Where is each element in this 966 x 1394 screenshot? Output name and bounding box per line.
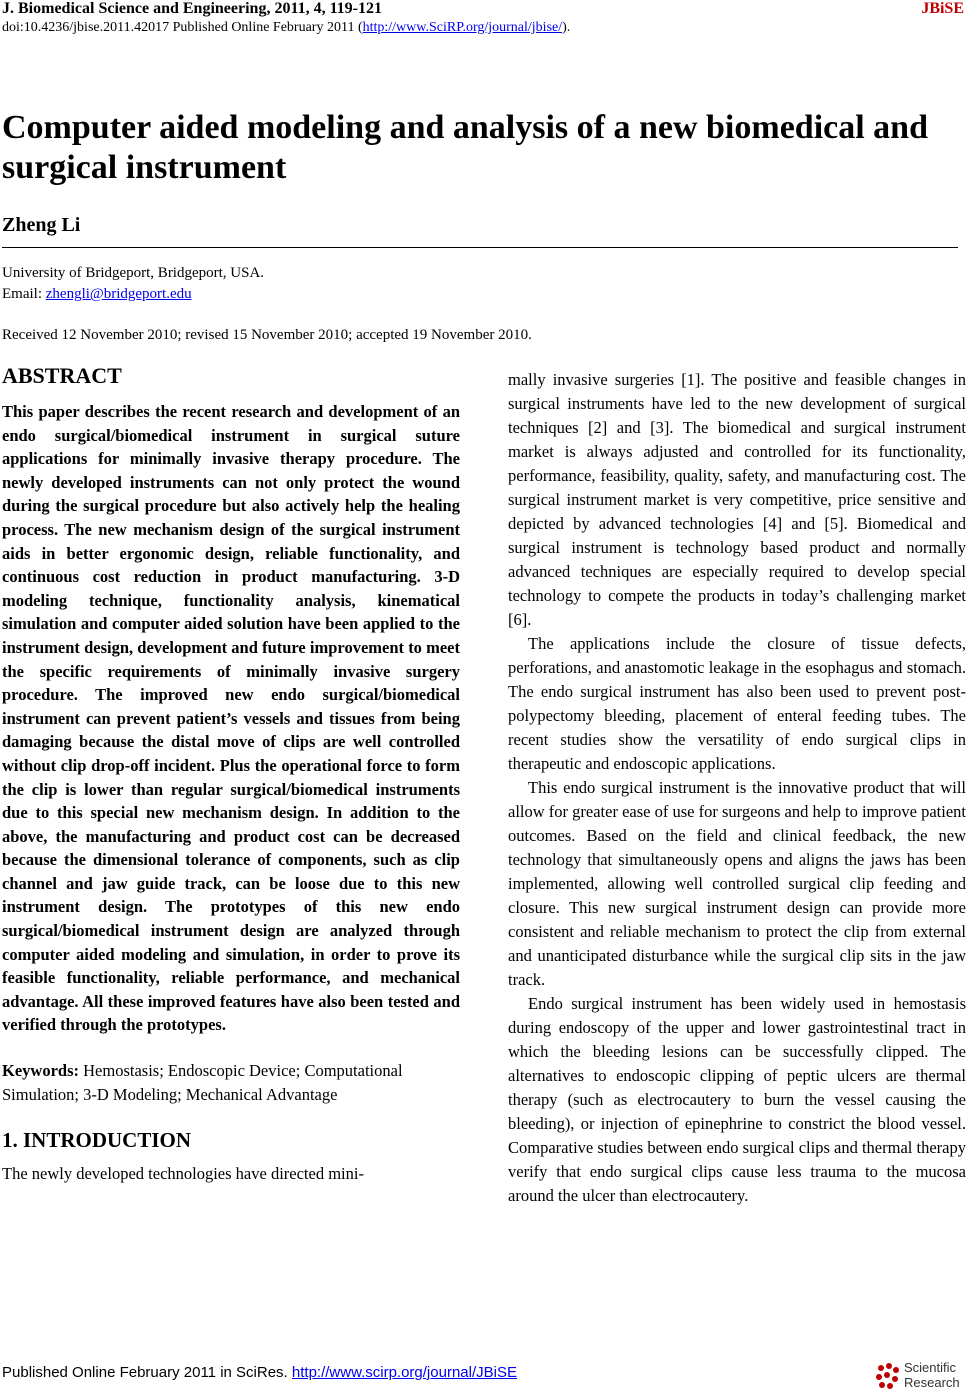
section-heading-introduction: 1. INTRODUCTION	[2, 1128, 192, 1153]
footer-text: Published Online February 2011 in SciRes.	[2, 1364, 292, 1381]
doi-line	[2, 20, 570, 36]
left-column	[2, 362, 460, 1186]
journal-tag: JBiSE	[921, 0, 964, 17]
email-label: Email:	[2, 286, 46, 302]
received-dates: Received 12 November 2010; revised 15 November 2010; accepted 19 November 2010.	[2, 327, 532, 343]
abstract-text: This paper describes the recent research and development of an endo surgical/biomedical instrument in surgical suture applications for minimally invasive therapy procedure. The newly developed instruments can not only protect the wound during the surgical procedure but also actively help the healing process. The new mechanism design of the surgical instrument aids in better ergonomic design, reliable functionality, and continuous cost reduction in product manufacturing. 3-D modeling technique, functionality analysis, kinematical simulation and computer aided solution have been applied to the instrument design, development and future improvement to meet the specific requirements of minimally invasive surgery procedure. The improved new endo surgical/biomedical instrument can prevent patient’s vessels and tissues from being damaging because the distal move of clips are well controlled without clip drop-off incident. Plus the operational force to form the clip is lower than regular surgical/biomedical instruments due to this special new mechanism design. In addition to the above, the manufacturing and product cost can be decreased because the dimensional tolerance of components, such as clip channel and jaw guide track, can be loose due to this new instrument design. The prototypes of this new endo surgical/biomedical instrument design are analyzed through computer aided modeling and simulation, in order to prove its feasible functionality, reliable performance, and mechanical advantage. All these improved features have also been tested and verified through the prototypes.	[2, 402, 460, 1035]
title-divider	[2, 247, 958, 248]
author-name: Zheng Li	[2, 214, 81, 236]
intro-paragraph-start: The newly developed technologies have directed mini-	[2, 1164, 364, 1184]
keywords-text: Hemostasis; Endoscopic Device; Computational Simulation; 3-D Modeling; Mechanical Advantage	[2, 1061, 403, 1104]
keywords	[2, 1059, 460, 1106]
doi-prefix: doi:10.4236/jbise.2011.42017 Published Online February 2011 (	[2, 20, 363, 35]
keywords-label: Keywords:	[2, 1061, 79, 1081]
intro-paragraph-3: This endo surgical instrument is the innovative product that will allow for greater ease of use for surgeons and help to improve patient outcomes. Based on the field and clinical feedback, the new technology that simultaneously opens and aligns the jaws has been implemented, allowing well controlled surgical clip feeding and closure. This new surgical instrument design can provide more consistent and reliable mechanism to protect the clip from external and unanticipated disturbance while the surgical clip sits in the jaw track.	[508, 778, 966, 989]
logo-text	[904, 1360, 960, 1390]
paper-title: Computer aided modeling and analysis of a new biomedical and surgical instrument	[2, 109, 929, 186]
scientific-research-logo	[874, 1360, 964, 1392]
affiliation: University of Bridgeport, Bridgeport, USA.	[2, 265, 265, 281]
intro-paragraph-1-cont: mally invasive surgeries [1]. The positive and feasible changes in surgical instruments have led to the new development of surgical techniques [2] and [3]. The biomedical and surgical instrument market is always adjusted and controlled for its functionality, performance, feasibility, quality, safety, and manufacturing cost. The surgical instrument market is very competitive, price sensitive and depicted by advanced technologies [4] and [5]. Biomedical and surgical instrument is technology based product and normally advanced techniques are especially required to develop special technology to compete the products in today’s challenging market [6].	[508, 370, 966, 629]
intro-paragraph-2: The applications include the closure of tissue defects, perforations, and anastomotic leakage in the esophagus and stomach. The endo surgical instrument has also been used to prevent post-polypectomy bleeding, placement of enteral feeding tubes. The recent studies show the versatility of endo surgical clips in therapeutic and endoscopic applications.	[508, 634, 966, 773]
logo-line-1: Scientific	[904, 1360, 957, 1375]
right-column	[508, 368, 966, 1208]
logo-icon	[874, 1361, 902, 1391]
doi-suffix: ).	[562, 20, 571, 35]
journal-link[interactable]: http://www.SciRP.org/journal/jbise/	[362, 20, 563, 35]
logo-line-2: Research	[904, 1375, 960, 1390]
email-line	[2, 286, 192, 303]
intro-paragraph-4: Endo surgical instrument has been widely used in hemostasis during endoscopy of the upper and lower gastrointestinal tract in which the bleeding lesions can be successfully clipped. The alternatives to endoscopic clipping of peptic ulcers are thermal therapy (such as electrocautery to burn the vessel causing the bleeding), or injection of epinephrine to constrict the blood vessel. Comparative studies between endo surgical clips and thermal therapy verify that endo surgical clips cause less trauma to the mucosa around the ulcer than electrocautery.	[508, 994, 966, 1205]
footer-link[interactable]: http://www.scirp.org/journal/JBiSE	[291, 1364, 517, 1381]
abstract-heading: ABSTRACT	[2, 363, 122, 388]
footer	[2, 1364, 517, 1381]
journal-citation: J. Biomedical Science and Engineering, 2011, 4, 119-121	[2, 0, 383, 17]
email-link[interactable]: zhengli@bridgeport.edu	[45, 286, 192, 302]
